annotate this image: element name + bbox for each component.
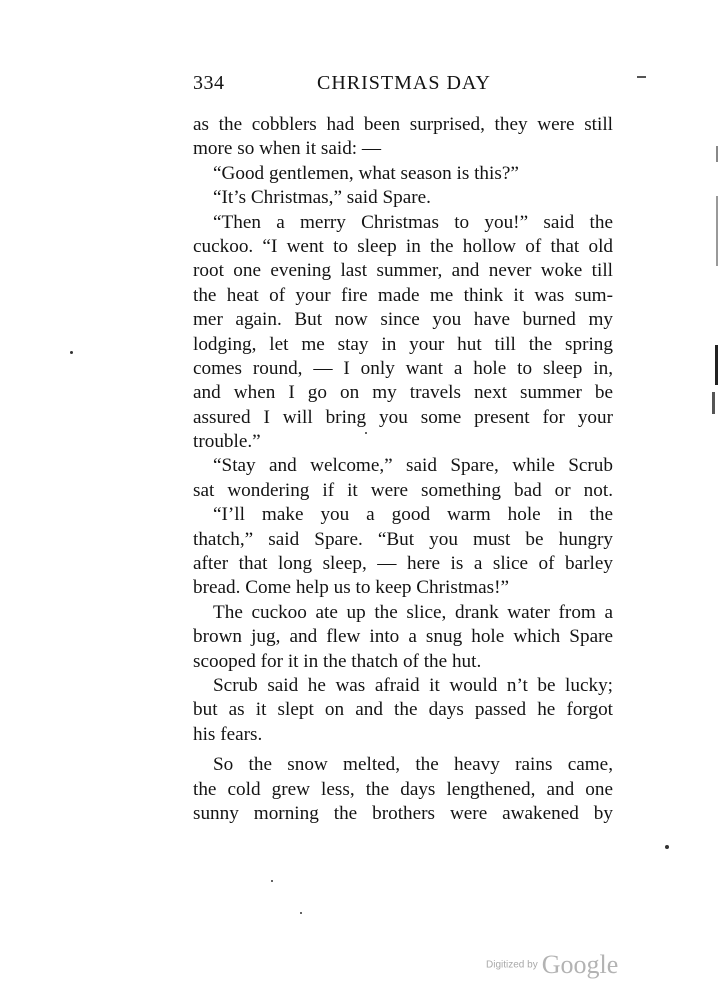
running-title: CHRISTMAS DAY (317, 72, 491, 94)
watermark-prefix: Digitized by (486, 959, 538, 971)
scan-dot-2 (365, 432, 367, 434)
text-line: “I’ll make you a good warm hole in the (213, 504, 613, 526)
text-line: after that long sleep, — here is a slice of barley (193, 553, 613, 575)
body-text (193, 113, 613, 826)
text-line: cuckoo. “I went to sleep in the hollow of that old (193, 235, 613, 257)
text-line: “Good gentlemen, what season is this?” (213, 162, 519, 184)
text-line: “It’s Christmas,” said Spare. (213, 187, 431, 209)
text-line: assured I will bring you some present for your (193, 406, 613, 428)
scan-dot-1 (70, 351, 73, 354)
text-line: brown jug, and flew into a snug hole which Spare (193, 626, 613, 648)
text-line: and when I go on my travels next summer be (193, 382, 613, 404)
scan-dot-4 (271, 880, 273, 882)
text-line: “Stay and welcome,” said Spare, while Scrub (213, 455, 613, 477)
scan-mark-right-4 (712, 392, 715, 414)
text-line: the cold grew less, the days lengthened, and one (193, 778, 613, 800)
text-line: as the cobblers had been surprised, they were still (193, 114, 613, 135)
text-line: the heat of your fire made me think it was sum- (193, 284, 613, 306)
text-line: mer again. But now since you have burned my (193, 309, 613, 331)
text-line: bread. Come help us to keep Christmas!” (193, 577, 509, 599)
text-line: So the snow melted, the heavy rains came, (213, 754, 613, 776)
page-number: 334 (193, 72, 225, 94)
scan-mark-top (637, 76, 646, 78)
digitized-by-google-watermark (486, 950, 618, 980)
text-line: trouble.” (193, 431, 261, 453)
scan-dot-3 (665, 845, 669, 849)
text-line: comes round, — I only want a hole to sleep in, (193, 357, 613, 379)
scan-mark-right-2 (716, 196, 718, 266)
text-line: scooped for it in the thatch of the hut. (193, 650, 482, 672)
text-line: root one evening last summer, and never woke till (193, 260, 613, 282)
scan-mark-right-3 (715, 345, 718, 385)
text-line: sunny morning the brothers were awakened by (193, 802, 613, 824)
text-line: lodging, let me stay in your hut till the spring (193, 333, 613, 355)
google-logo: Google (541, 950, 619, 979)
text-line: sat wondering if it were something bad or not. (193, 479, 613, 501)
page-header (193, 72, 611, 102)
text-line: Scrub said he was afraid it would n’t be lucky; (213, 674, 613, 696)
scan-dot-5 (300, 912, 302, 914)
text-line: his fears. (193, 723, 263, 745)
text-line: thatch,” said Spare. “But you must be hungry (193, 528, 613, 550)
text-line: more so when it said: — (193, 138, 382, 160)
text-line: The cuckoo ate up the slice, drank water from a (213, 601, 613, 623)
text-line: but as it slept on and the days passed he forgot (193, 699, 613, 721)
text-line: “Then a merry Christmas to you!” said the (213, 211, 613, 233)
scan-mark-right-1 (716, 146, 718, 162)
